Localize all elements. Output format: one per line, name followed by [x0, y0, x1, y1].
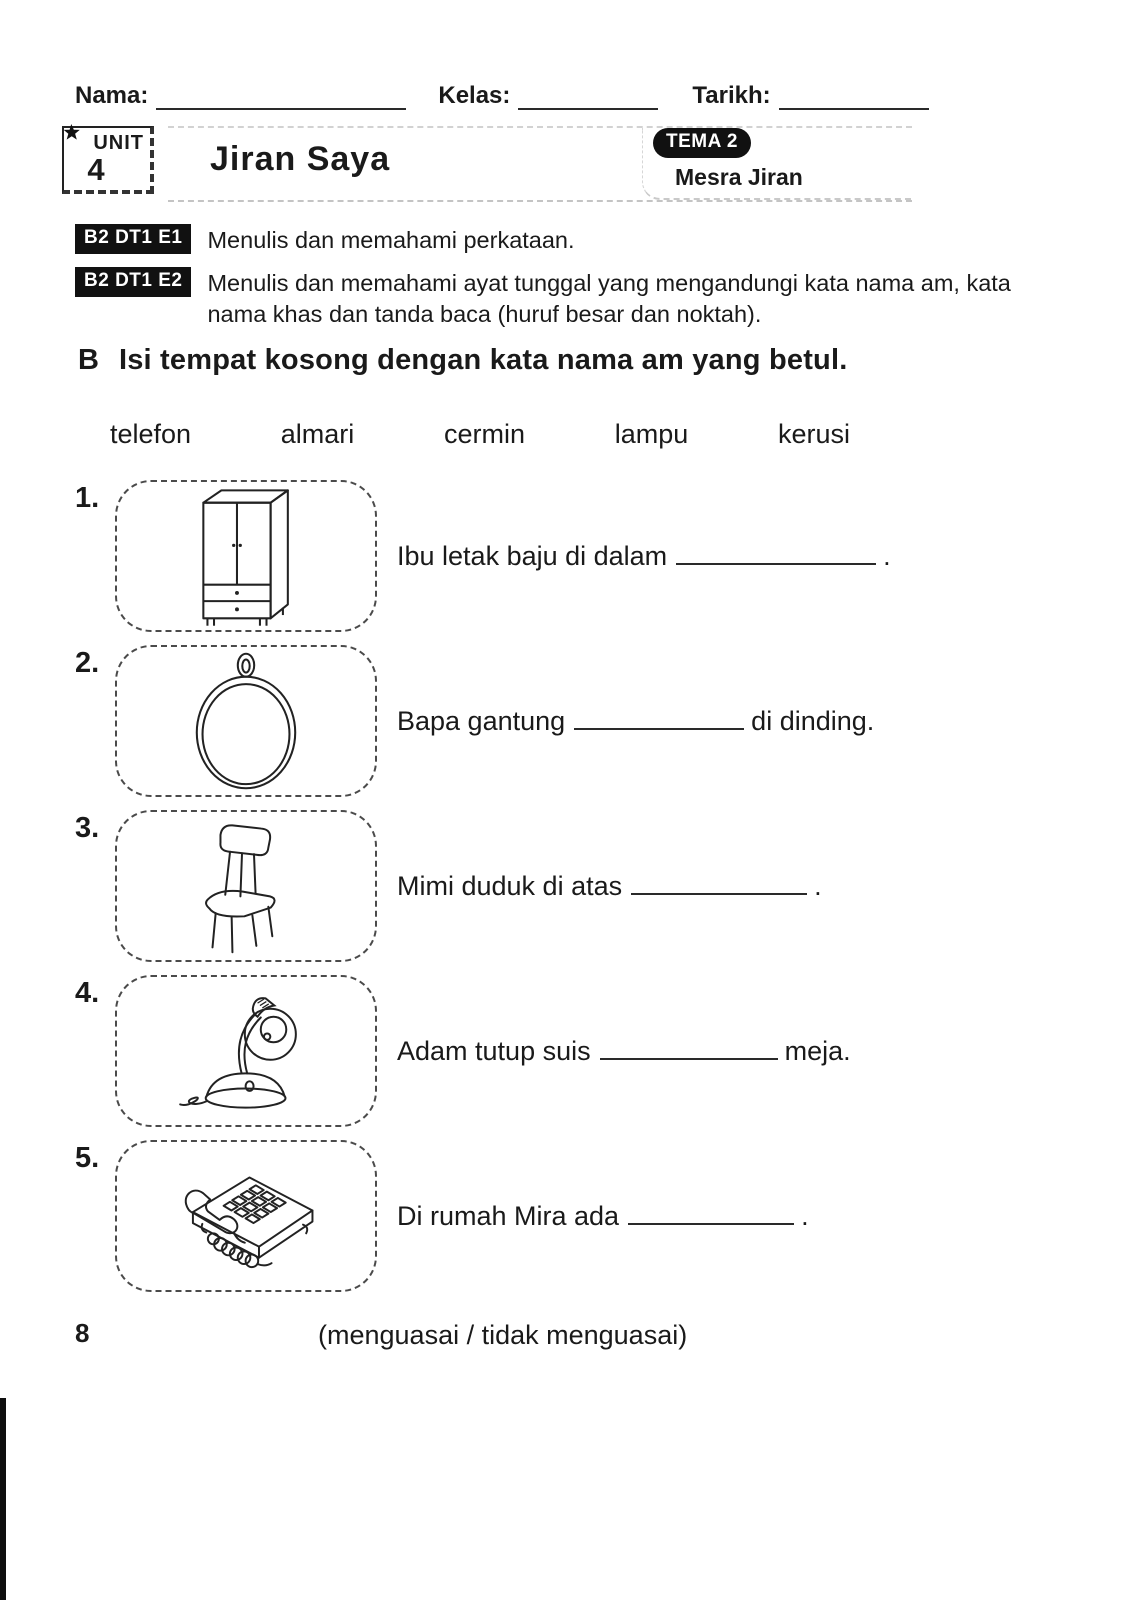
tema-title: Mesra Jiran — [675, 164, 803, 190]
sentence-after: meja. — [784, 1035, 851, 1066]
chair-image — [176, 815, 316, 957]
question-list — [75, 480, 1131, 1292]
band-standards — [75, 224, 1036, 330]
scan-artifact-bar — [0, 1398, 6, 1600]
sentence — [397, 1036, 851, 1067]
wardrobe-image — [176, 483, 316, 629]
standard-code-badge: B2 DT1 E2 — [75, 267, 191, 297]
sentence-before: Mimi duduk di atas — [397, 870, 623, 901]
unit-banner — [62, 126, 912, 202]
sentence — [397, 541, 891, 572]
picture-box — [115, 975, 377, 1127]
picture-box — [115, 1140, 377, 1292]
unit-number-box — [62, 126, 154, 194]
question-number: 2. — [75, 647, 100, 679]
crescent-star-icon — [48, 122, 84, 162]
mirror-image — [176, 648, 316, 794]
answer-blank — [628, 1203, 794, 1225]
question-number: 5. — [75, 1142, 100, 1174]
page-footer — [0, 1318, 1131, 1358]
section-letter: B — [78, 344, 99, 376]
question-row-2 — [75, 645, 1131, 797]
picture-box — [115, 810, 377, 962]
page-number: 8 — [75, 1318, 90, 1348]
question-number: 1. — [75, 482, 100, 514]
sentence-after: . — [801, 1200, 809, 1231]
sentence-before: Di rumah Mira ada — [397, 1200, 620, 1231]
question-number: 3. — [75, 812, 100, 844]
picture-box — [115, 645, 377, 797]
title-band — [168, 126, 912, 202]
word-bank-item: lampu — [614, 419, 689, 449]
picture-box — [115, 480, 377, 632]
standard-text: Menulis dan memahami ayat tunggal yang mengandungi kata nama am, kata nama khas dan tanda baca (huruf besar dan noktah). — [207, 270, 1011, 327]
name-label: Nama: — [75, 82, 149, 109]
sentence-before: Adam tutup suis — [397, 1035, 591, 1066]
question-row-1 — [75, 480, 1131, 632]
mastery-note: (menguasai / tidak menguasai) — [318, 1320, 688, 1350]
date-label: Tarikh: — [692, 82, 771, 109]
answer-blank — [676, 543, 876, 565]
sentence-before: Bapa gantung — [397, 705, 566, 736]
sentence-before: Ibu letak baju di dalam — [397, 540, 668, 571]
answer-blank — [600, 1038, 778, 1060]
tema-badge: TEMA 2 — [653, 128, 751, 158]
sentence-after: . — [883, 540, 891, 571]
word-bank-item: telefon — [110, 419, 192, 449]
standard-row — [75, 224, 1036, 256]
word-bank-item: almari — [280, 419, 355, 449]
name-field — [75, 82, 406, 110]
class-field — [438, 82, 658, 110]
tema-box — [642, 128, 912, 200]
question-row-4 — [75, 975, 1131, 1127]
section-instruction: Isi tempat kosong dengan kata nama am yang betul. — [118, 344, 848, 376]
sentence — [397, 706, 874, 737]
question-row-5 — [75, 1140, 1131, 1292]
word-bank-item: kerusi — [777, 419, 850, 449]
date-field — [692, 82, 928, 110]
student-info-row — [75, 82, 890, 110]
standard-row — [75, 267, 1036, 330]
word-bank-item: cermin — [444, 419, 526, 449]
answer-blank — [631, 873, 807, 895]
unit-label: UNIT — [93, 132, 144, 154]
sentence-after: di dinding. — [751, 705, 875, 736]
unit-title: Jiran Saya — [210, 140, 391, 178]
standard-code-badge: B2 DT1 E1 — [75, 224, 191, 254]
answer-blank — [574, 708, 744, 730]
date-blank-line — [779, 86, 929, 110]
class-label: Kelas: — [438, 82, 511, 109]
section-heading — [78, 344, 1056, 377]
sentence — [397, 1201, 809, 1232]
unit-number: 4 — [87, 152, 105, 187]
standard-text: Menulis dan memahami perkataan. — [207, 227, 575, 253]
sentence-after: . — [814, 870, 822, 901]
telephone-image — [138, 1146, 354, 1286]
class-blank-line — [518, 86, 658, 110]
question-row-3 — [75, 810, 1131, 962]
question-number: 4. — [75, 977, 100, 1009]
sentence — [397, 871, 822, 902]
name-blank-line — [156, 86, 406, 110]
word-bank — [110, 419, 850, 450]
desk-lamp-image — [167, 980, 325, 1122]
